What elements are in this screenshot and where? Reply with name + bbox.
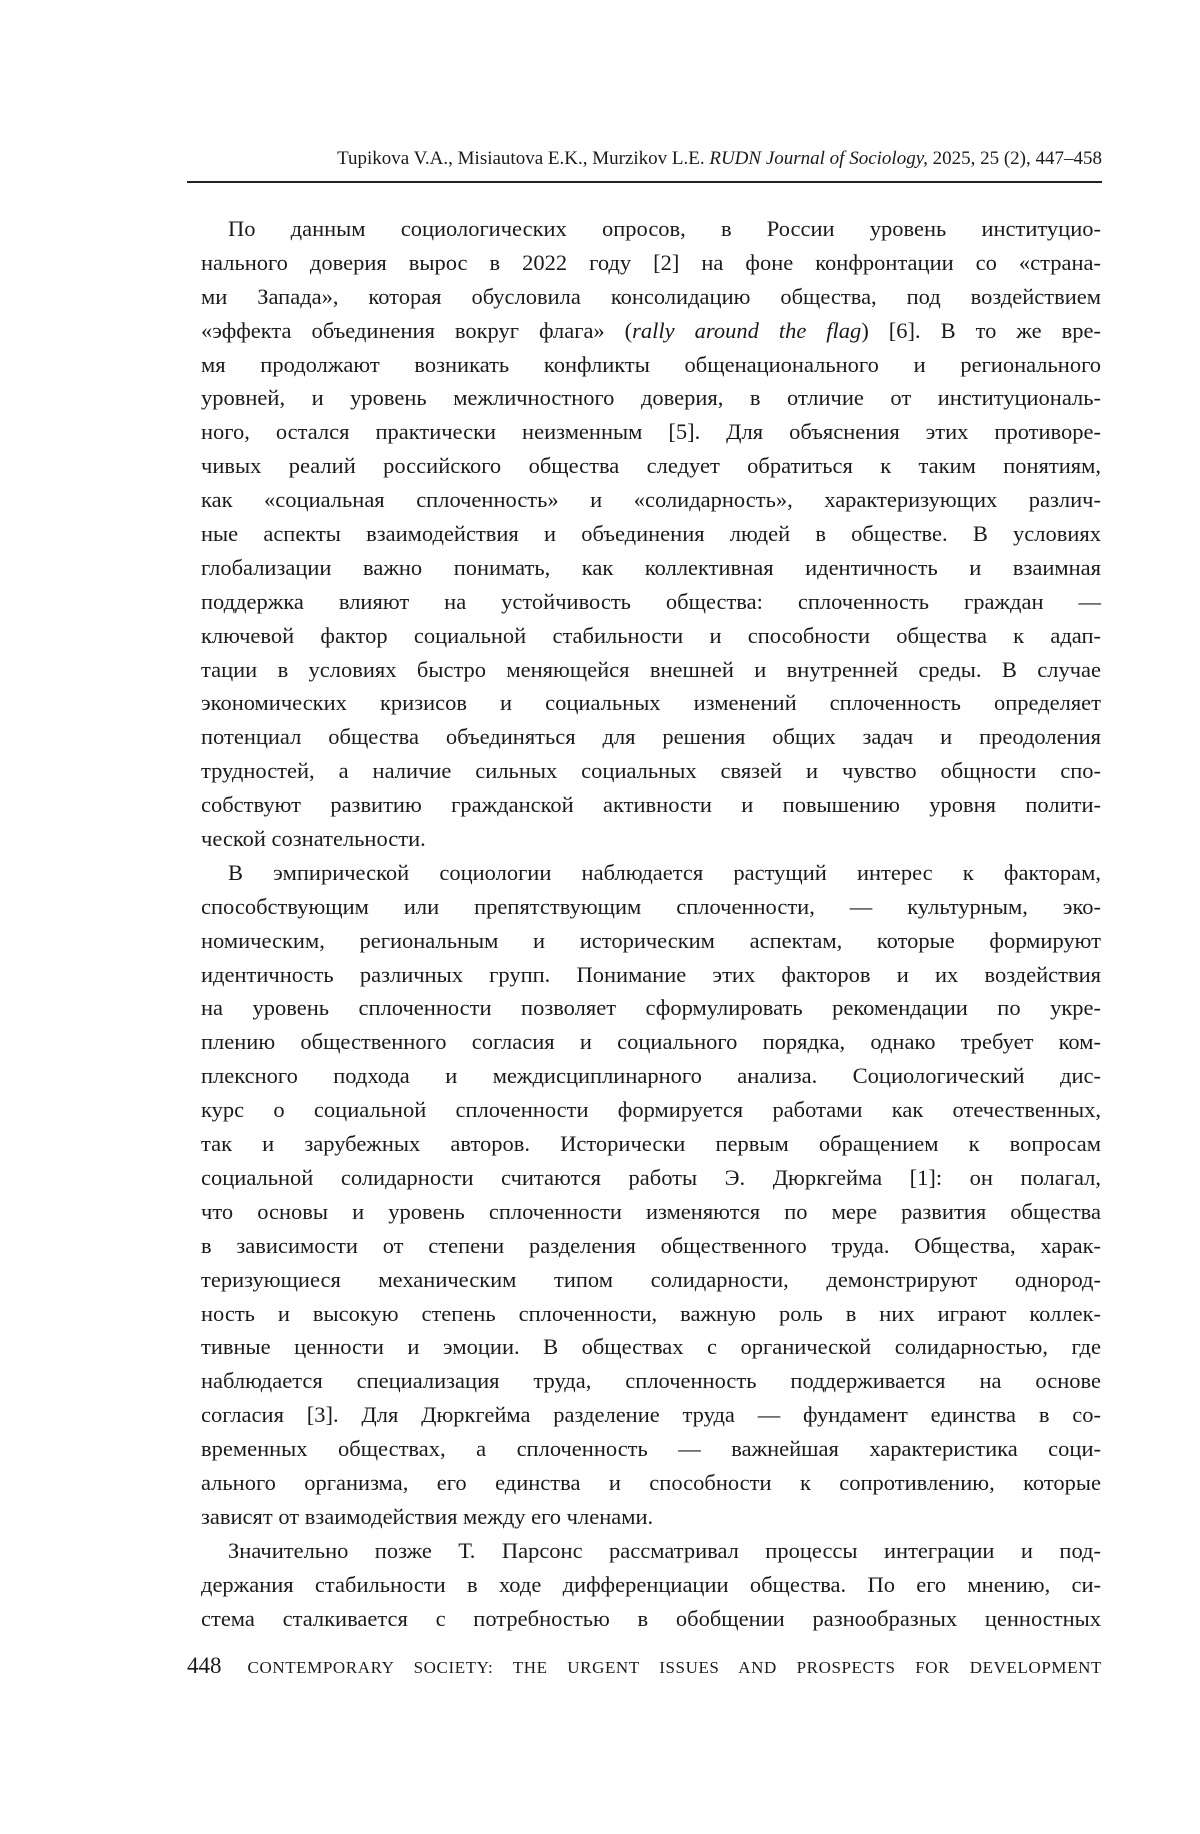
text-line: держания стабильности в ходе дифференциации общества. По его мнению, си-	[201, 1571, 1101, 1597]
text-line: что основы и уровень сплоченности изменяются по мере развития общества	[201, 1198, 1101, 1224]
paragraph	[201, 856, 1101, 1534]
text-line: По данным социологических опросов, в России уровень институцио-	[228, 216, 1101, 241]
text-line: наблюдается специализация труда, сплоченность поддерживается на основе	[201, 1368, 1101, 1394]
text-line: ческой сознательности.	[201, 826, 426, 852]
text-line: поддержка влияют на устойчивость общества: сплоченность граждан —	[201, 588, 1101, 614]
text-line: собствуют развитию гражданской активности и повышению уровня полити-	[201, 792, 1101, 818]
paragraph	[201, 212, 1101, 856]
article-body	[201, 212, 1101, 1635]
text-line: на уровень сплоченности позволяет сформулировать рекомендации по укре-	[201, 995, 1101, 1021]
text-line: трудностей, а наличие сильных социальных связей и чувство общности спо-	[201, 758, 1101, 784]
text-line: зависят от взаимодействия между его членами.	[201, 1503, 654, 1529]
text-line: глобализации важно понимать, как коллективная идентичность и взаимная	[201, 554, 1101, 580]
text-line: экономических кризисов и социальных изменений сплоченность определяет	[201, 690, 1101, 716]
italic-phrase: rally around the flag	[632, 317, 862, 343]
text-line: теризующиеся механическим типом солидарности, демонстрируют однород-	[201, 1266, 1101, 1292]
text-line: чивых реалий российского общества следует обратиться к таким понятиям,	[201, 453, 1101, 479]
header-authors: Tupikova V.A., Misiautova E.K., Murzikov L.E.	[337, 148, 705, 169]
header-journal: RUDN Journal of Sociology,	[709, 148, 928, 169]
text-line: стема сталкивается с потребностью в обобщении разнообразных ценностных	[201, 1605, 1101, 1631]
text-line: плексного подхода и междисциплинарного анализа. Социологический дис-	[201, 1063, 1101, 1089]
text-line: плению общественного согласия и социального порядка, однако требует ком-	[201, 1029, 1101, 1055]
text-line: курс о социальной сплоченности формируется работами как отечественных,	[201, 1097, 1101, 1123]
text-line: В эмпирической социологии наблюдается растущий интерес к факторам,	[228, 859, 1101, 885]
text-line: уровней, и уровень межличностного доверия, в отличие от институциональ-	[201, 385, 1101, 411]
text-line: способствующим или препятствующим сплоченности, — культурным, эко-	[201, 893, 1101, 919]
page-number: 448	[187, 1653, 222, 1678]
text-line: тации в условиях быстро меняющейся внешней и внутренней среды. В случае	[201, 656, 1101, 682]
text-line: в зависимости от степени разделения общественного труда. Общества, харак-	[201, 1232, 1101, 1258]
text-line: ность и высокую степень сплоченности, важную роль в них играют коллек-	[201, 1300, 1101, 1326]
text-line: нального доверия вырос в 2022 году [2] на фоне конфронтации со «страна-	[201, 249, 1101, 275]
text-line: ные аспекты взаимодействия и объединения людей в обществе. В условиях	[201, 521, 1101, 547]
running-footer	[187, 1653, 1102, 1679]
paragraph	[201, 1534, 1101, 1636]
running-title: CONTEMPORARY SOCIETY: THE URGENT ISSUES AND PROSPECTS FOR DEVELOPMENT	[247, 1658, 1102, 1677]
text-line: ми Запада», которая обусловила консолидацию общества, под воздействием	[201, 283, 1101, 309]
text-line: ключевой фактор социальной стабильности и способности общества к адап-	[201, 622, 1101, 648]
header-details: 2025, 25 (2), 447–458	[932, 148, 1102, 169]
header-rule	[187, 181, 1102, 183]
text-line: мя продолжают возникать конфликты общенационального и регионального	[201, 351, 1101, 377]
text-line: идентичность различных групп. Понимание этих факторов и их воздействия	[201, 961, 1101, 987]
text-line: так и зарубежных авторов. Исторически первым обращением к вопросам	[201, 1131, 1101, 1157]
text-line: «эффекта объединения вокруг флага» (rally around the flag) [6]. В то же вре-	[201, 317, 1101, 343]
text-line: номическим, региональным и историческим аспектам, которые формируют	[201, 927, 1101, 953]
text-line: согласия [3]. Для Дюркгейма разделение труда — фундамент единства в со-	[201, 1402, 1101, 1428]
text-line: ального организма, его единства и способности к сопротивлению, которые	[201, 1469, 1101, 1495]
text-line: тивные ценности и эмоции. В обществах с органической солидарностью, где	[201, 1334, 1101, 1360]
text-line: как «социальная сплоченность» и «солидарность», характеризующих различ-	[201, 487, 1101, 513]
text-line: потенциал общества объединяться для решения общих задач и преодоления	[201, 724, 1101, 750]
text-line: социальной солидарности считаются работы Э. Дюркгейма [1]: он полагал,	[201, 1164, 1101, 1190]
text-line: Значительно позже Т. Парсонс рассматривал процессы интеграции и под-	[228, 1537, 1101, 1563]
running-header	[187, 148, 1102, 170]
text-line: временных обществах, а сплоченность — важнейшая характеристика соци-	[201, 1436, 1101, 1462]
text-line: ного, остался практически неизменным [5]. Для объяснения этих противоре-	[201, 419, 1101, 445]
